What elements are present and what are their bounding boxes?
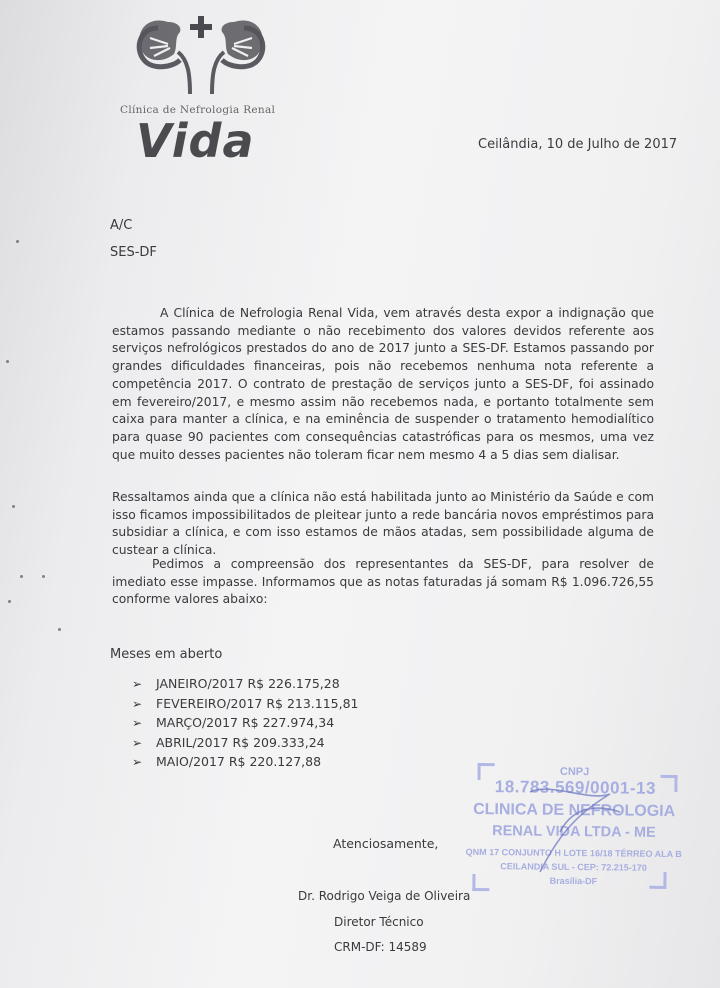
paragraph-2: Ressaltamos ainda que a clínica não está habilitada junto ao Ministério da Saúde e com isso ficamos impossibilitados de pleitear junto a rede bancária novos empréstimos para subsidiar a clínica, e com isso estamos de mãos atadas, sem possibilidade alguma de custear a clínica.	[112, 490, 654, 558]
list-item	[132, 694, 359, 714]
signature-scribble	[520, 772, 630, 882]
months-label: Meses em aberto	[110, 647, 223, 662]
stamp-line-2: RENAL VIDA LTDA - ME	[492, 823, 656, 841]
months-list	[132, 674, 359, 772]
list-item	[132, 713, 359, 733]
arrow-bullet-icon: ➢	[132, 677, 143, 691]
month-value: ABRIL/2017 R$ 209.333,24	[156, 734, 325, 750]
paragraph-3: Pedimos a compreensão dos representantes da SES-DF, para resolver de imediato esse impasse. Informamos que as notas faturadas já somam R$ 1.096.726,55 conforme valores abaixo:	[112, 557, 654, 607]
arrow-bullet-icon: ➢	[132, 735, 143, 750]
stamp-label: CNPJ	[559, 765, 590, 779]
signer-crm: CRM-DF: 14589	[334, 940, 427, 954]
arrow-bullet-icon: ➢	[132, 696, 143, 711]
month-value: FEVEREIRO/2017 R$ 213.115,81	[156, 695, 359, 711]
paragraph-1: A Clínica de Nefrologia Renal Vida, vem através desta expor a indignação que estamos passando mediante o não recebimento dos valores devidos referente aos serviços nefrológicos prestados do ano de 2017 junto a SES-DF. Estamos passando por grandes dificuldades financeiras, pois não recebemos nenhuma nota referente a competência 2017. O contrato de prestação de serviços junto a SES-DF, foi assinado em fevereiro/2017, e mesmo assim não recebemos nada, e portanto totalmente sem caixa para manter a clínica, e na eminência de suspender o tratamento hemodialítico para quase 90 pacientes com consequências catastróficas para os mesmos, uma vez que muito desses pacientes não toleram ficar nem mesmo 4 a 5 dias sem dialisar.	[112, 306, 654, 462]
stamp-line-1: CLINICA DE NEFROLOGIA	[473, 800, 676, 821]
list-item	[132, 752, 359, 772]
logo-name: Vida	[136, 114, 255, 168]
logo-subtitle: Clínica de Nefrologia Renal	[120, 104, 276, 116]
month-value: JANEIRO/2017 R$ 226.175,28	[156, 676, 340, 691]
stamp-line-5: Brasília-DF	[549, 875, 598, 887]
list-item	[132, 733, 359, 753]
stamp-number: 18.783.569/0001-13	[494, 777, 657, 798]
letter-date: Ceilândia, 10 de Julho de 2017	[478, 137, 678, 152]
stamp-line-3: QNM 17 CONJUNTO H LOTE 16/18 TÉRREO ALA B	[465, 846, 682, 860]
month-value: MARÇO/2017 R$ 227.974,34	[156, 715, 335, 730]
arrow-bullet-icon: ➢	[132, 716, 143, 730]
recipient: SES-DF	[110, 245, 157, 260]
stamp-line-4: CEILANDIA SUL - CEP: 72.215-170	[500, 861, 647, 873]
signer-title: Diretor Técnico	[334, 915, 424, 929]
closing: Atenciosamente,	[333, 836, 439, 851]
arrow-bullet-icon: ➢	[132, 755, 143, 769]
clinic-logo	[100, 8, 300, 168]
list-item	[132, 674, 359, 694]
signer-name: Dr. Rodrigo Veiga de Oliveira	[298, 889, 471, 903]
month-value: MAIO/2017 R$ 220.127,88	[156, 754, 322, 769]
attention-line: A/C	[110, 218, 133, 233]
kidney-logo-icon	[128, 8, 278, 108]
